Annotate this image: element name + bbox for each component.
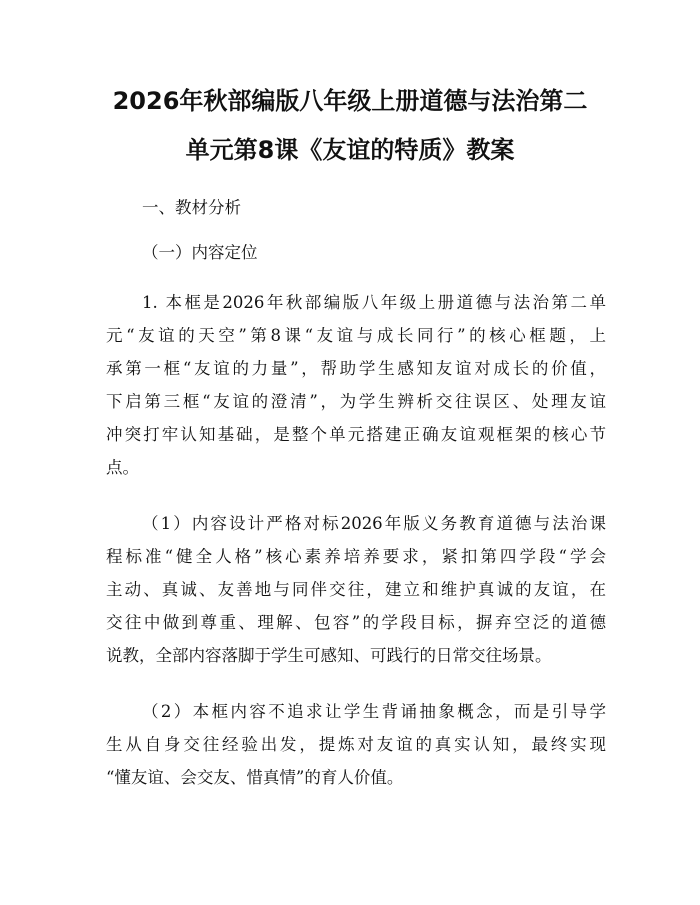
paragraph-line: （1）内容设计严格对标2026年版义务教育道德与法治课 [142, 514, 606, 533]
document-title-line-1: 2026年秋部编版八年级上册道德与法治第二 [112, 87, 588, 115]
paragraph-line: （2）本框内容不追求让学生背诵抽象概念，而是引导学 [142, 702, 606, 721]
paragraph-1 [106, 286, 606, 484]
paragraph-line: 程标准“健全人格”核心素养培养要求，紧扣第四学段“学会 [106, 547, 606, 566]
document-title-line-2: 单元第8课《友谊的特质》教案 [185, 136, 515, 164]
paragraph-line: 元“友谊的天空”第8课“友谊与成长同行”的核心框题，上 [106, 326, 606, 345]
paragraph-line: 承第一框“友谊的力量”，帮助学生感知友谊对成长的价值， [106, 359, 606, 378]
paragraph-line: 主动、真诚、友善地与同伴交往，建立和维护真诚的友谊，在 [106, 580, 606, 599]
paragraph-line: 说教，全部内容落脚于学生可感知、可践行的日常交往场景。 [106, 646, 552, 665]
paragraph-3 [106, 695, 606, 794]
subsection-heading: （一）内容定位 [142, 243, 258, 262]
paragraph-line: 生从自身交往经验出发，提炼对友谊的真实认知，最终实现 [106, 735, 606, 754]
paragraph-line: 点。 [106, 458, 139, 477]
paragraph-line: “懂友谊、会交友、惜真情”的育人价值。 [106, 768, 404, 787]
paragraph-2 [106, 507, 606, 672]
paragraph-line: 1. 本框是2026年秋部编版八年级上册道德与法治第二单 [142, 293, 606, 312]
paragraph-line: 交往中做到尊重、理解、包容”的学段目标，摒弃空泛的道德 [106, 613, 606, 632]
paragraph-line: 冲突打牢认知基础，是整个单元搭建正确友谊观框架的核心节 [106, 425, 606, 444]
section-heading: 一、教材分析 [142, 198, 241, 217]
paragraph-line: 下启第三框“友谊的澄清”，为学生辨析交往误区、处理友谊 [106, 392, 606, 411]
